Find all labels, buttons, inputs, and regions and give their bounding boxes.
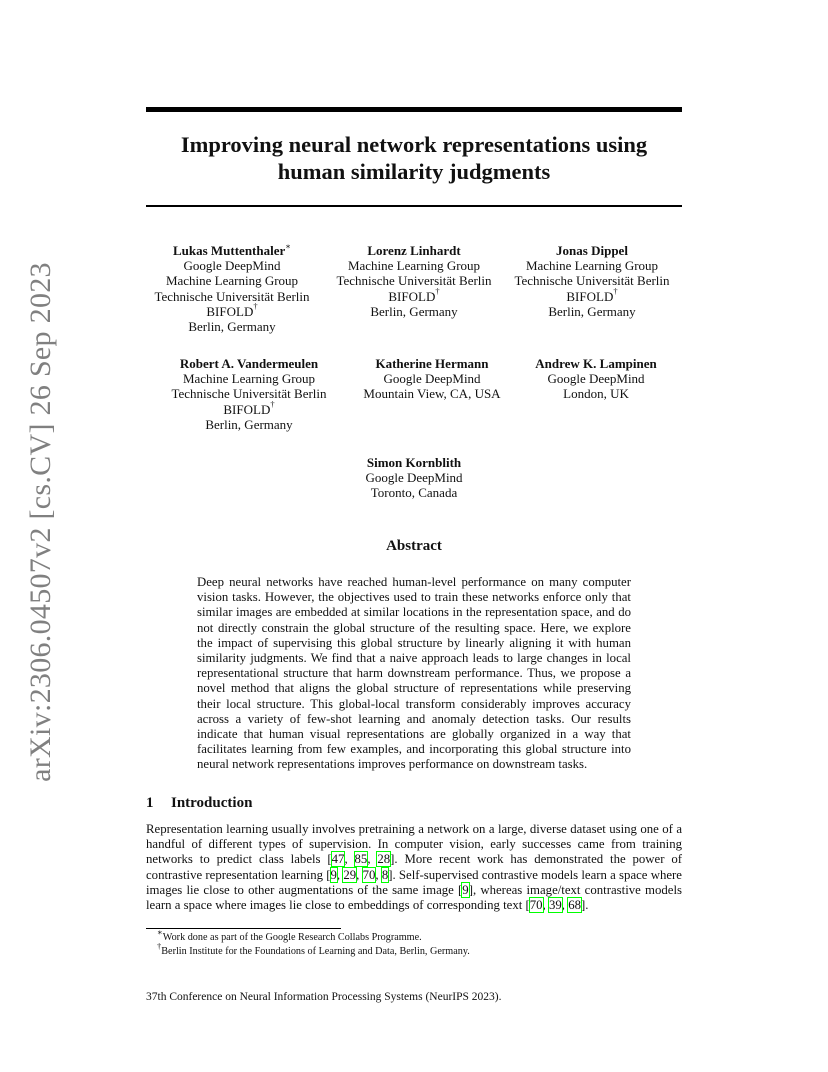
author-name: Jonas Dippel	[556, 243, 628, 258]
citation-link[interactable]: 70	[529, 898, 543, 913]
author-block	[144, 356, 354, 432]
title-line: human similarity judgments	[277, 159, 551, 184]
paper-title	[146, 131, 682, 185]
author-affiliation: Mountain View, CA, USA	[363, 386, 501, 402]
title-top-rule	[146, 107, 682, 112]
footnote-mark: ∗	[285, 240, 292, 251]
citation-link[interactable]: 9	[330, 867, 337, 882]
author-name: Simon Kornblith	[366, 455, 462, 470]
author-affiliation: Berlin, Germany	[188, 319, 276, 335]
footnote-mark: †	[435, 286, 440, 297]
author-name: Lukas Muttenthaler	[172, 243, 286, 258]
footnote-mark: †	[253, 301, 258, 312]
author-block	[309, 455, 519, 501]
author-affiliation: Google DeepMind	[365, 470, 463, 486]
author-name: Katherine Hermann	[375, 356, 489, 371]
footnote-mark: †	[270, 399, 275, 410]
author-affiliation: Toronto, Canada	[370, 485, 458, 501]
author-affiliation: Technische Universität Berlin	[171, 386, 327, 402]
author-affiliation: Google DeepMind	[383, 371, 481, 387]
abstract-text: Deep neural networks have reached human-level performance on many computer vision tasks. However, the objectives used to train these networks enforce only that similar images are embedded at similar locations in the representation space, and do not directly constrain the global structure of the resulting space. Here, we explore the impact of supervising this global structure by linearly aligning it with human similarity judgments. We find that a naive approach leads to large changes in local representational structure that harm downstream performance. Thus, we propose a novel method that aligns the global structure of representations while preserving their local structure. This global-local transform considerably improves accuracy across a variety of few-shot learning and anomaly detection tasks. Our results indicate that human visual representations are globally organized in a way that facilitates learning from few examples, and incorporating this global structure into neural network representations improves performance on downstream tasks.	[197, 575, 631, 772]
title-bottom-rule	[146, 205, 682, 207]
footnote-mark: †	[157, 940, 162, 951]
author-affiliation: Technische Universität Berlin	[336, 273, 492, 289]
author-affiliation: Berlin, Germany	[370, 303, 458, 319]
author-name: Andrew K. Lampinen	[535, 356, 657, 371]
footnote	[157, 926, 422, 944]
citation-link[interactable]: 47	[331, 852, 345, 867]
intro-text: ].	[580, 898, 589, 913]
conference-note: 37th Conference on Neural Information Processing Systems (NeurIPS 2023).	[146, 991, 502, 1003]
introduction-paragraph: Representation learning usually involves pretraining a network on a large, diverse dataset using one of a handful of different types of supervision. In computer vision, early successes came from training networks to predict class labels [47, 85, 28]. More recent work has demonstrated the power of contrastive representation learning [9, 29, 70, 8]. Self-supervised contrastive models learn a space where images lie close to other augmentations of the same image [9], whereas image/text contrastive models learn a space where images lie close to embeddings of corresponding text [70, 39, 68].	[146, 822, 682, 913]
author-affiliation: Technische Universität Berlin	[514, 273, 670, 289]
author-block	[487, 243, 697, 319]
arxiv-identifier: arXiv:2306.04507v2 [cs.CV] 26 Sep 2023	[24, 262, 57, 782]
author-affiliation: BIFOLD	[388, 288, 436, 304]
author-affiliation: Technische Universität Berlin	[154, 288, 310, 304]
footnote-mark: ∗	[157, 926, 163, 937]
author-affiliation: BIFOLD	[223, 401, 271, 417]
author-affiliation: Machine Learning Group	[165, 273, 299, 289]
title-line: Improving neural network representations using	[180, 132, 648, 157]
intro-text: ], whereas image/text contrastive models learn a space where images lie close to embeddings of corresponding text [	[146, 882, 682, 913]
intro-text: ]. More recent work has demonstrated the power of contrastive representation learning [	[146, 852, 682, 882]
citation-link[interactable]: 8	[381, 867, 389, 882]
section-heading-introduction	[146, 795, 252, 812]
citation-link[interactable]: 29	[343, 867, 357, 882]
author-affiliation: Berlin, Germany	[548, 303, 636, 319]
author-name: Lorenz Linhardt	[367, 243, 461, 258]
author-affiliation: Berlin, Germany	[205, 416, 293, 432]
citation-link[interactable]: 9	[462, 882, 469, 897]
citation-link[interactable]: 85	[354, 852, 368, 867]
footnote	[157, 940, 470, 958]
citation-link[interactable]: 39	[548, 898, 562, 913]
footnote-text: Work done as part of the Google Research Collabs Programme.	[162, 932, 422, 943]
author-affiliation: Machine Learning Group	[347, 258, 481, 274]
author-affiliation: BIFOLD	[206, 303, 254, 319]
intro-text: ]. Self-supervised contrastive models learn a space where images lie close to other augmentations of the same image [	[146, 867, 682, 897]
footnote-rule	[146, 928, 341, 929]
author-name: Robert A. Vandermeulen	[179, 356, 319, 371]
author-block	[491, 356, 701, 402]
author-affiliation: Machine Learning Group	[182, 371, 316, 387]
citation-link[interactable]: 70	[362, 867, 376, 882]
intro-text: Representation learning usually involves pretraining a network on a large, diverse dataset using one of a handful of different types of supervision. In computer vision, early successes came from training networks to predict class labels [	[146, 822, 682, 867]
footnote-text: Berlin Institute for the Foundations of Learning and Data, Berlin, Germany.	[161, 946, 470, 957]
abstract-heading: Abstract	[386, 538, 442, 554]
author-block	[127, 240, 337, 335]
author-affiliation: London, UK	[563, 386, 629, 402]
author-affiliation: Google DeepMind	[183, 258, 281, 274]
author-affiliation: Google DeepMind	[547, 371, 645, 387]
citation-link[interactable]: 68	[568, 898, 581, 913]
section-title: Introduction	[171, 795, 253, 811]
author-affiliation: Machine Learning Group	[525, 258, 659, 274]
footnote-mark: †	[613, 286, 618, 297]
section-number: 1	[146, 795, 154, 811]
author-affiliation: BIFOLD	[566, 288, 614, 304]
citation-link[interactable]: 28	[377, 852, 391, 867]
